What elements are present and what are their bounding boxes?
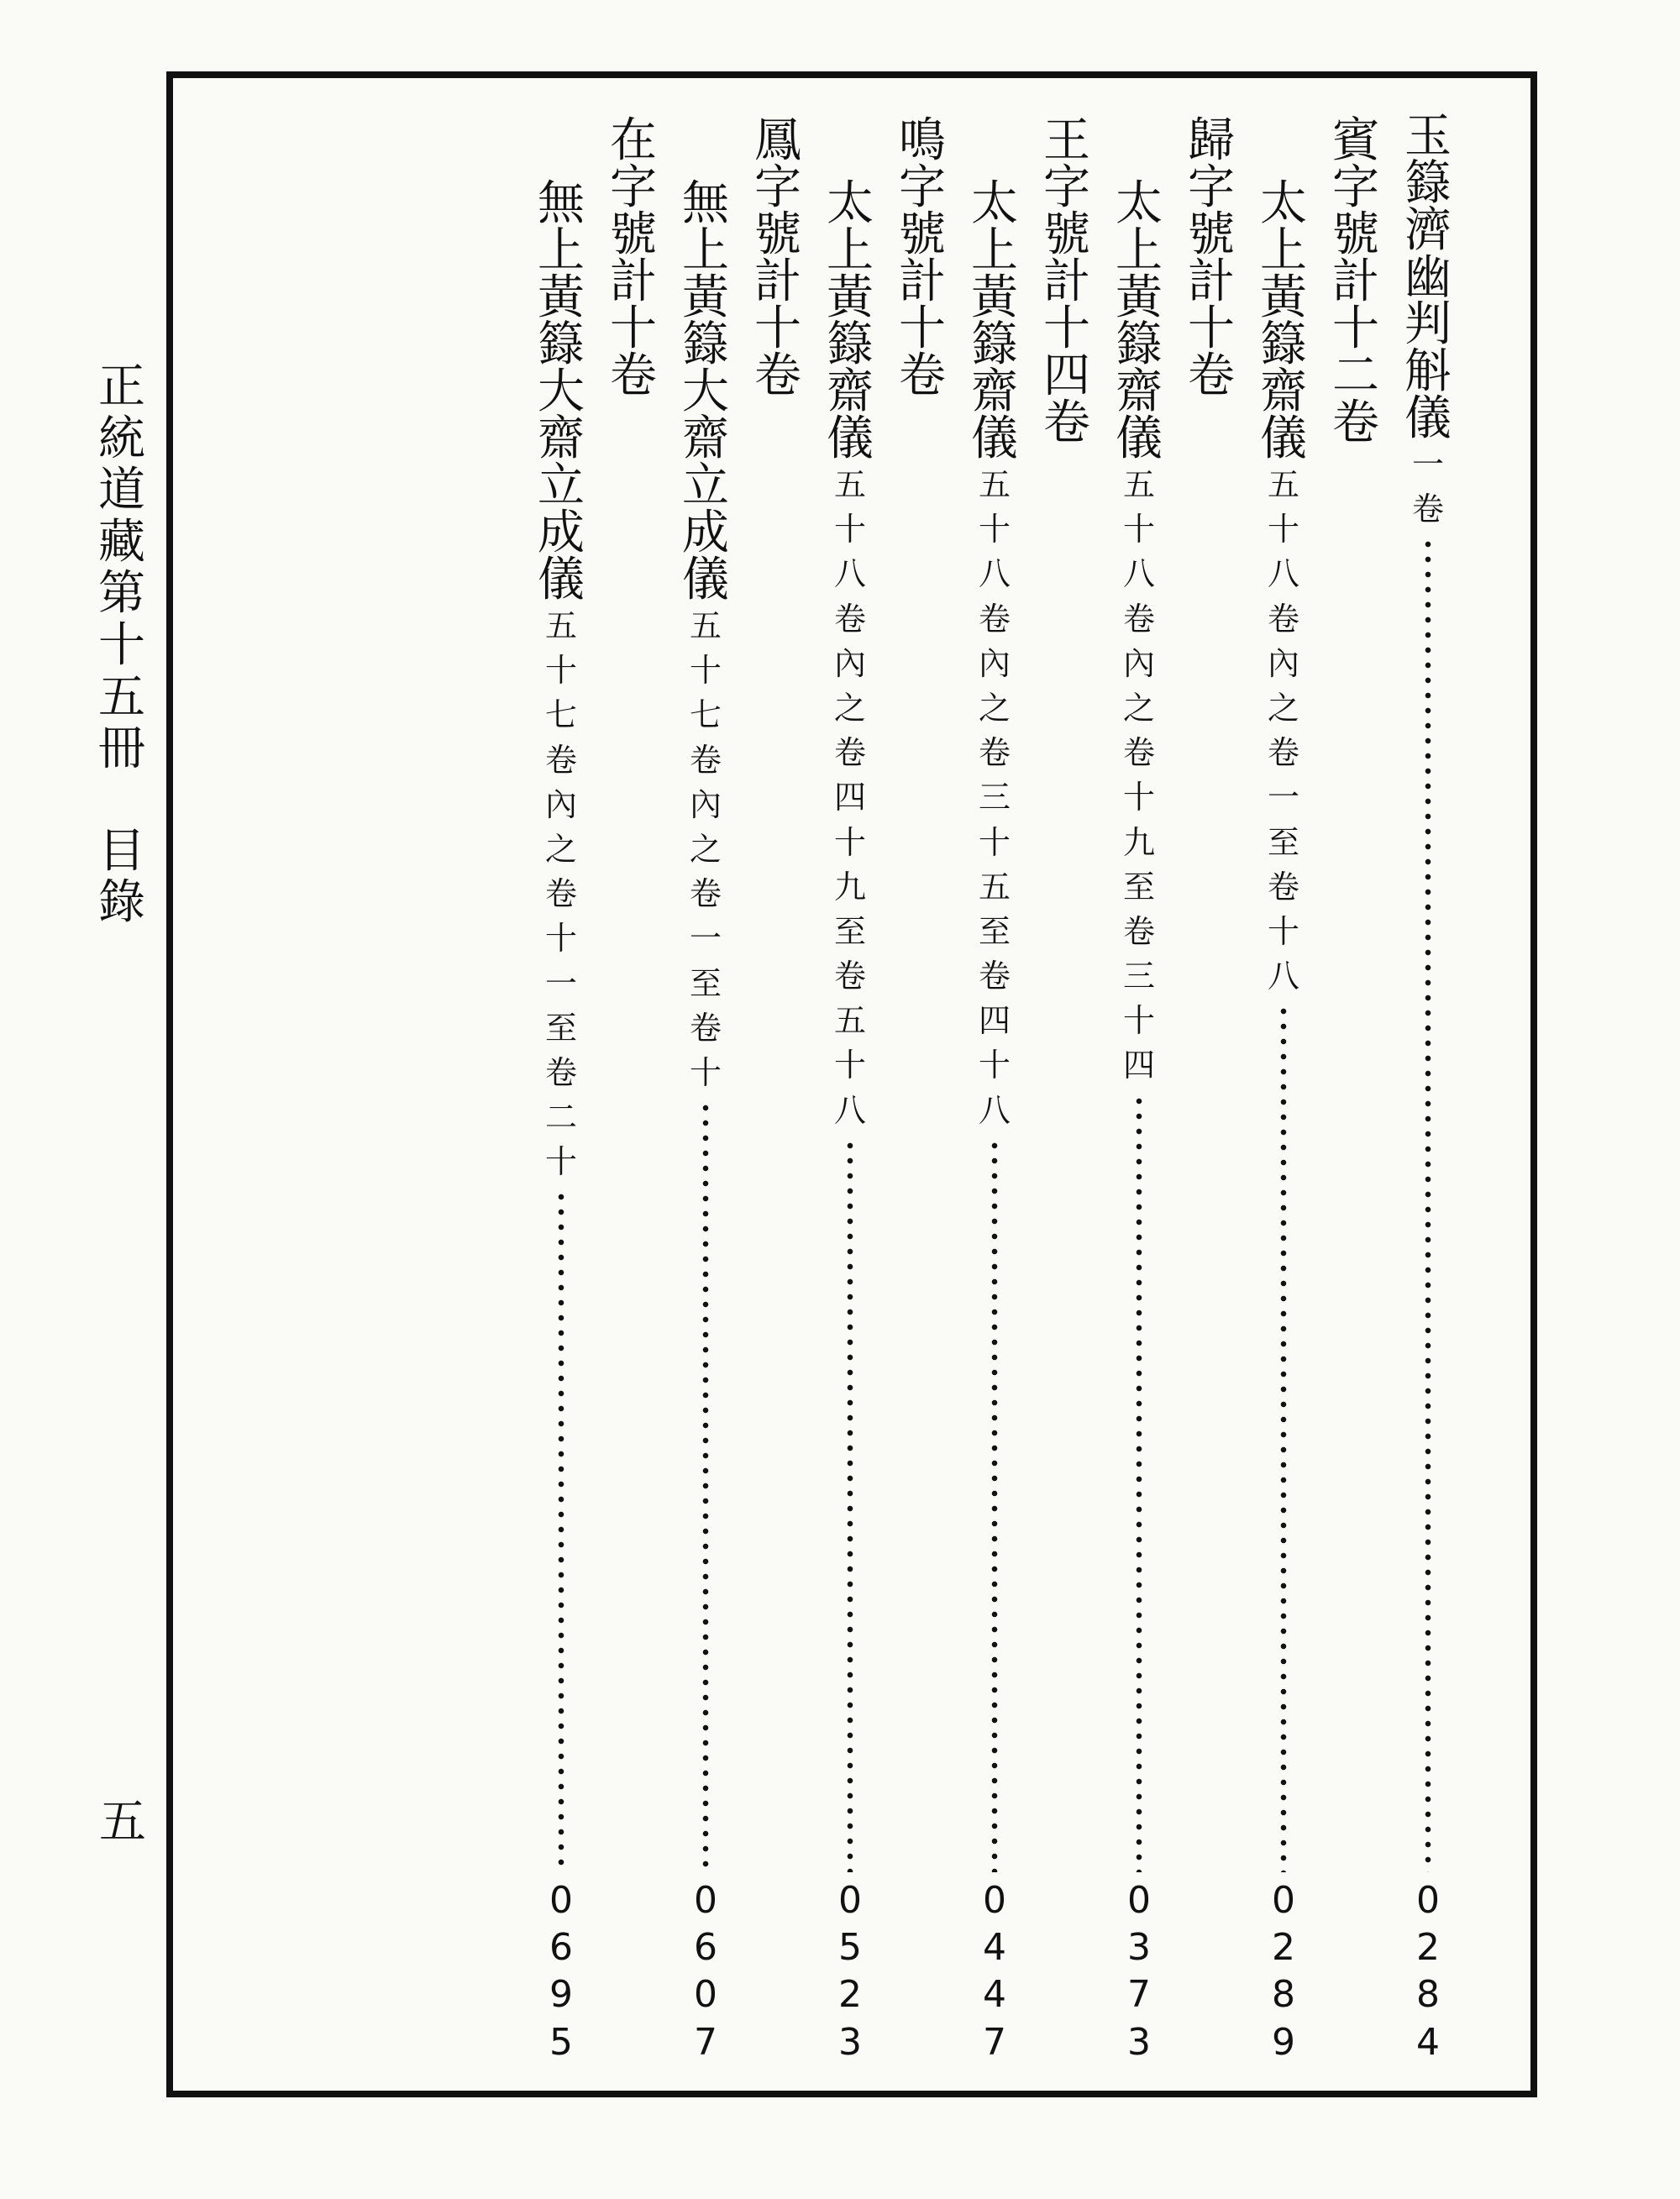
toc-entry	[965, 176, 1024, 2066]
toc-entry	[676, 176, 735, 2066]
entry-note: 五 十 七 卷 內 之 卷 一 至 卷 十	[689, 607, 722, 1091]
entry-title: 太 上 黃 籙 齋 儀	[971, 176, 1018, 466]
leader-dots	[847, 1138, 853, 1872]
leader-dots	[1136, 1094, 1142, 1872]
entry-title: 無 上 黃 籙 大 齋 立 成 儀	[682, 176, 729, 607]
leader-dots	[1280, 1004, 1287, 1872]
section-header: 王 字 號 計 十 四 卷	[1043, 113, 1090, 450]
entry-page-number: 0 2 8 9	[1272, 1878, 1295, 2064]
section-header: 鳴 字 號 計 十 卷	[899, 113, 946, 403]
section-header: 鳳 字 號 計 十 卷	[754, 113, 801, 403]
toc-entry	[1399, 109, 1457, 2066]
entry-page-number: 0 4 4 7	[983, 1878, 1006, 2064]
section-header: 在 字 號 計 十 卷	[610, 113, 657, 403]
entry-note: 五 十 八 卷 內 之 卷 四 十 九 至 卷 五 十 八	[833, 466, 866, 1129]
toc-entry	[532, 176, 591, 2066]
leader-dots	[1425, 537, 1431, 1871]
entry-page-number: 0 2 8 4	[1416, 1878, 1440, 2064]
section-header: 歸 字 號 計 十 卷	[1188, 113, 1235, 403]
entry-note: 五 十 八 卷 內 之 卷 一 至 卷 十 八	[1267, 466, 1299, 995]
entry-note: 五 十 八 卷 內 之 卷 三 十 五 至 卷 四 十 八	[978, 466, 1011, 1129]
entry-note: 五 十 七 卷 內 之 卷 十 一 至 卷 二 十	[544, 607, 577, 1181]
entry-title: 太 上 黃 籙 齋 儀	[1116, 176, 1163, 466]
page-number: 五	[99, 1795, 146, 1850]
toc-entry	[821, 176, 879, 2066]
entry-page-number: 0 6 9 5	[549, 1878, 573, 2064]
entry-page-number: 0 3 7 3	[1127, 1878, 1151, 2064]
entry-page-number: 0 5 2 3	[838, 1878, 862, 2064]
leader-dots	[702, 1100, 709, 1872]
toc-entry	[1110, 176, 1168, 2066]
entry-title: 玉 籙 濟 幽 判 斛 儀	[1404, 109, 1452, 446]
section-title: 目 錄	[98, 823, 145, 931]
leader-dots	[991, 1138, 998, 1872]
volume-title: 正 統 道 藏 第 十 五 冊	[98, 360, 145, 777]
running-head	[92, 361, 151, 929]
toc-entry	[1254, 176, 1313, 2066]
entry-title: 太 上 黃 籙 齋 儀	[1260, 176, 1307, 466]
entry-page-number: 0 6 0 7	[694, 1878, 717, 2064]
section-header: 賓 字 號 計 十 二 卷	[1332, 113, 1379, 450]
leader-dots	[558, 1189, 564, 1871]
entry-title: 無 上 黃 籙 大 齋 立 成 儀	[538, 176, 585, 607]
entry-note: 一 卷	[1411, 446, 1444, 528]
entry-title: 太 上 黃 籙 齋 儀	[827, 176, 874, 466]
entry-note: 五 十 八 卷 內 之 卷 十 九 至 卷 三 十 四	[1122, 466, 1155, 1084]
